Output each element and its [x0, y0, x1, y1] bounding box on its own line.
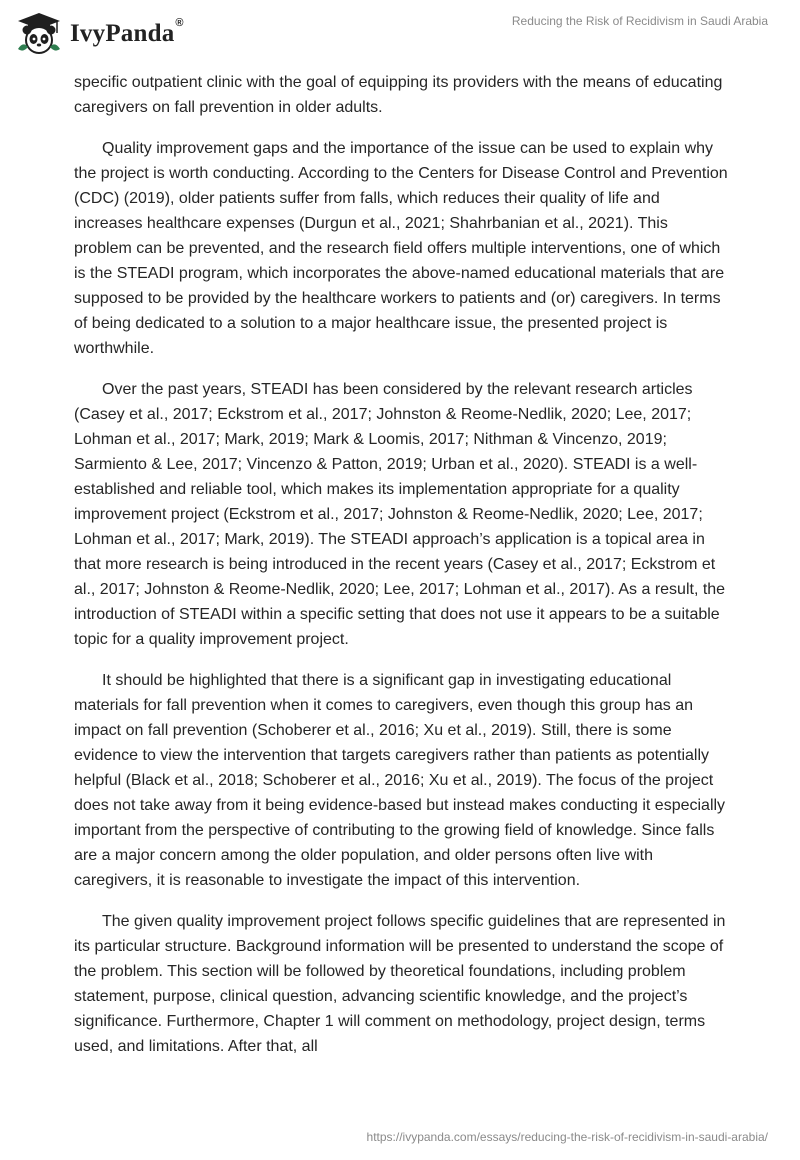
brand-name: IvyPanda® — [70, 17, 184, 47]
document-body — [74, 70, 730, 1075]
paragraph: It should be highlighted that there is a significant gap in investigating educational materials for fall prevention when it comes to caregivers, even though this group has an impact on fall prevention (Schoberer et al., 2016; Xu et al., 2019). Still, there is some evidence to view the intervention that targets caregivers rather than patients as potentially helpful (Black et al., 2018; Schoberer et al., 2016; Xu et al., 2019). The focus of the project does not take away from it being evidence-based but instead makes conducting it especially important from the perspective of contributing to the growing field of knowledge. Since falls are a major concern among the older population, and older persons often live with caregivers, it is reasonable to investigate the impact of this intervention. — [74, 672, 726, 889]
logo[interactable] — [14, 9, 184, 59]
source-url[interactable]: https://ivypanda.com/essays/reducing-the-risk-of-recidivism-in-saudi-arabia/ — [366, 1130, 768, 1144]
paragraph: Quality improvement gaps and the importance of the issue can be used to explain why the project is worth conducting. According to the Centers for Disease Control and Prevention (CDC) (2019), older patients suffer from falls, which reduces their quality of life and increases healthcare expenses (Durgun et al., 2021; Shahrbanian et al., 2021). This problem can be prevented, and the research field offers multiple interventions, one of which is the STEADI program, which incorporates the above-named educational materials that are supposed to be provided by the healthcare workers to patients and (or) caregivers. In terms of being dedicated to a solution to a major healthcare issue, the presented project is worthwhile. — [74, 140, 728, 357]
document-title: Reducing the Risk of Recidivism in Saudi Arabia — [511, 14, 768, 28]
page-header — [0, 0, 800, 70]
paragraph: The given quality improvement project follows specific guidelines that are represented in its particular structure. Background information will be presented to understand the scope of the problem. This section will be followed by theoretical foundations, including problem statement, purpose, clinical question, advancing scientific knowledge, and the project’s significance. Furthermore, Chapter 1 will comment on methodology, project design, terms used, and limitations. After that, all — [74, 913, 726, 1055]
panda-graduate-icon — [14, 9, 64, 59]
paragraph: specific outpatient clinic with the goal of equipping its providers with the means of educating caregivers on fall prevention in older adults. — [74, 74, 723, 116]
paragraph: Over the past years, STEADI has been considered by the relevant research articles (Casey et al., 2017; Eckstrom et al., 2017; Johnston & Reome-Nedlik, 2020; Lee, 2017; Lohman et al., 2017; Mark, 2019; Mark & Loomis, 2017; Nithman & Vincenzo, 2019; Sarmiento & Lee, 2017; Vincenzo & Patton, 2019; Urban et al., 2020). STEADI is a well-established and reliable tool, which makes its implementation appropriate for a quality improvement project (Eckstrom et al., 2017; Johnston & Reome-Nedlik, 2020; Lee, 2017; Lohman et al., 2017; Mark, 2019). The STEADI approach’s application is a topical area in that more research is being introduced in the recent years (Casey et al., 2017; Eckstrom et al., 2017; Johnston & Reome-Nedlik, 2020; Lee, 2017; Lohman et al., 2017). As a result, the introduction of STEADI within a specific setting that does not use it appears to be a suitable topic for a quality improvement project. — [74, 381, 726, 648]
